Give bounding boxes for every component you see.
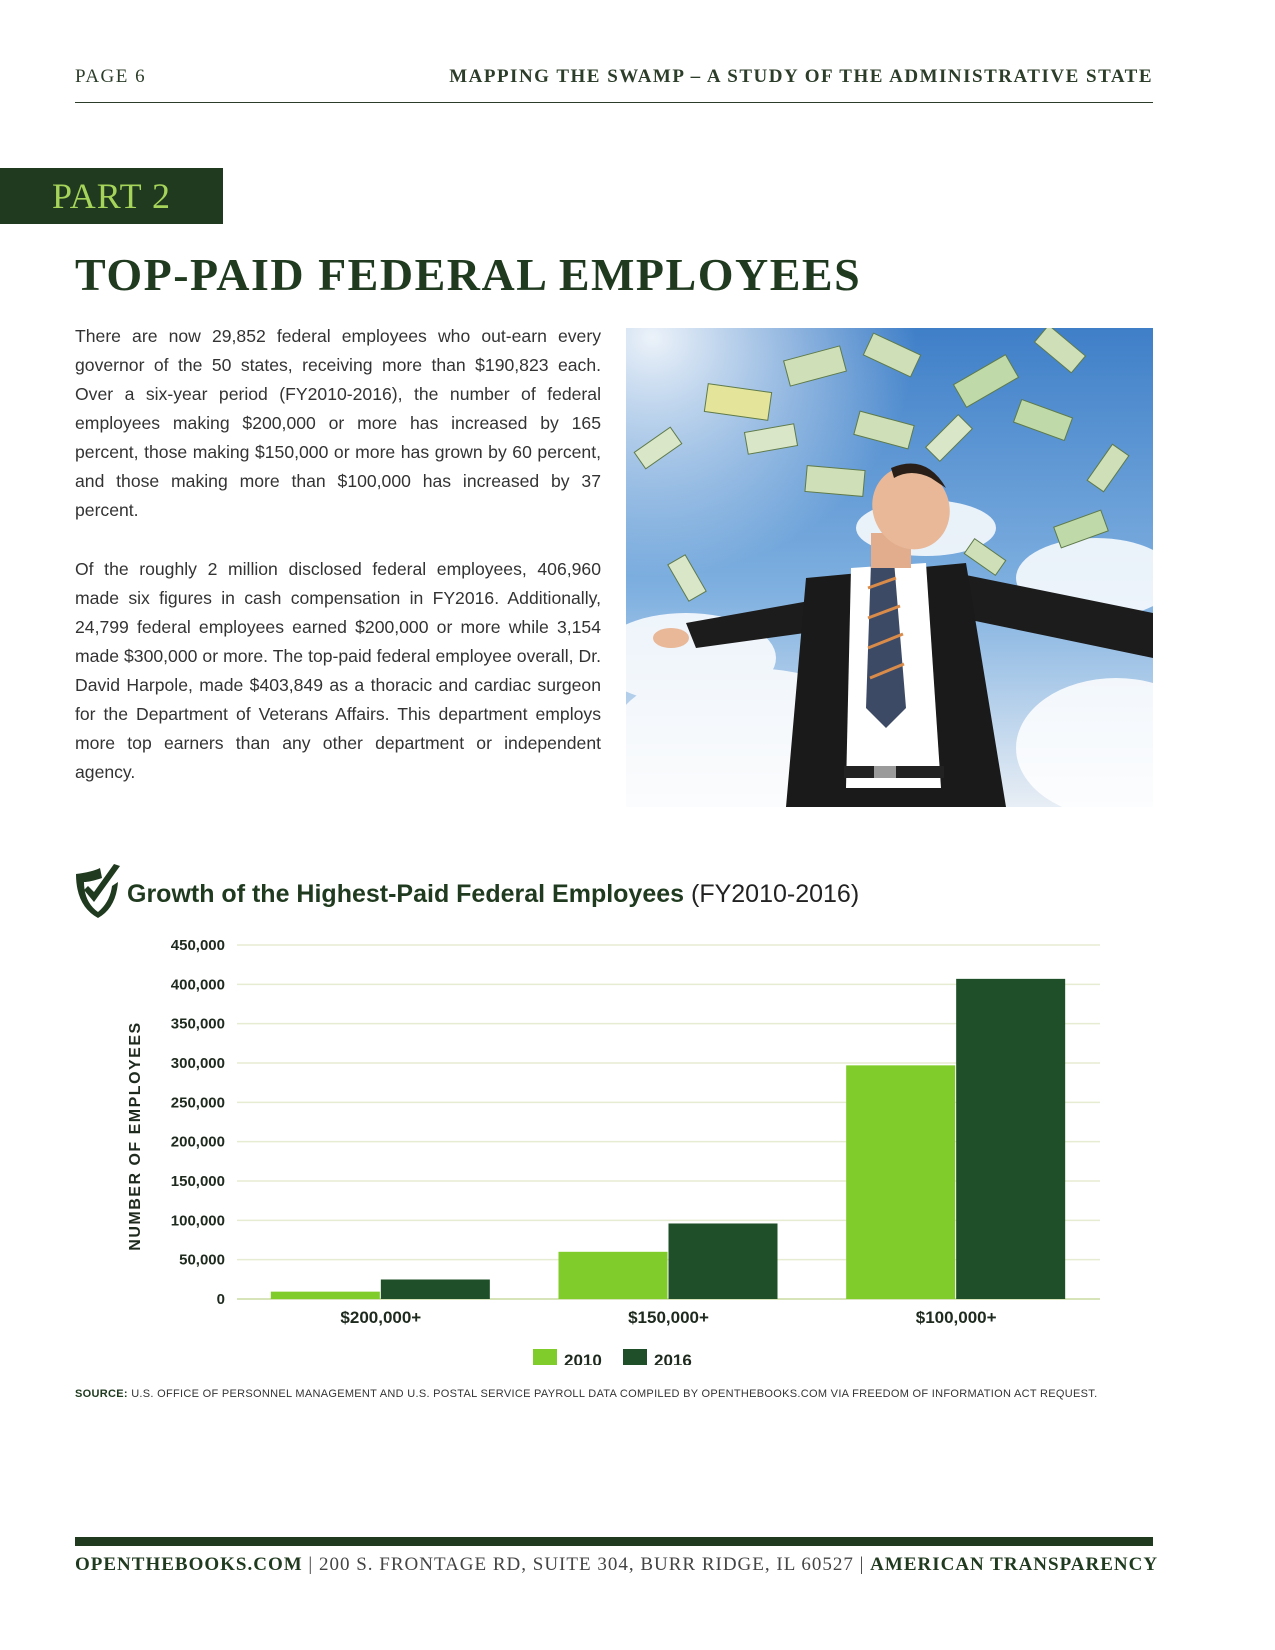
- bar-2016-1: [669, 1223, 778, 1299]
- bar-2010-2: [846, 1065, 955, 1299]
- y-tick-label: 50,000: [179, 1251, 225, 1269]
- y-tick-label: 0: [216, 1291, 225, 1308]
- checkmark-shield-icon: [72, 862, 122, 920]
- publication-title: MAPPING THE SWAMP – A STUDY OF THE ADMINISTRATIVE STATE: [449, 66, 1153, 87]
- x-tick-label: $150,000+: [628, 1308, 709, 1327]
- body-paragraph-1: There are now 29,852 federal employees who out-earn every governor of the 50 states, receiving more than $190,823 each. Over a six-year period (FY2010-2016), the number of federal employees making $200,000 or more has increased by 165 percent, those making $150,000 or more has grown by 60 percent, and those making more than $100,000 has increased by 37 percent.: [75, 326, 601, 520]
- bar-2016-2: [956, 979, 1065, 1299]
- body-paragraph-2: Of the roughly 2 million disclosed federal employees, 406,960 made six figures in cash compensation in FY2016. Additionally, 24,799 federal employees earned $200,000 or more while 3,154 made $300,000 or more. The top-paid federal employee overall, Dr. David Harpole, made $403,849 as a thoracic and cardiac surgeon for the Department of Veterans Affairs. This department employs more top earners than any other department or independent agency.: [75, 559, 601, 782]
- y-tick-label: 350,000: [170, 1015, 225, 1033]
- bar-2016-0: [381, 1279, 490, 1299]
- source-label: SOURCE:: [75, 1388, 128, 1400]
- footer-divider: [75, 1537, 1153, 1546]
- chart-title-main: Growth of the Highest-Paid Federal Employees: [127, 880, 685, 908]
- legend-label-2016: 2016: [654, 1351, 692, 1365]
- chart-title: [127, 880, 859, 909]
- y-tick-label: 150,000: [170, 1173, 225, 1190]
- footer-org: AMERICAN TRANSPARENCY: [870, 1554, 1159, 1575]
- section-title: TOP-PAID FEDERAL EMPLOYEES: [75, 249, 862, 300]
- bar-chart: [0, 925, 1275, 1365]
- bar-2010-1: [559, 1252, 668, 1299]
- chart-heading: [72, 862, 972, 922]
- y-tick-label: 200,000: [170, 1133, 225, 1151]
- footer-address: 200 S. FRONTAGE RD, SUITE 304, BURR RIDGE, IL 60527: [318, 1554, 854, 1575]
- footer-site: OPENTHEBOOKS.COM: [75, 1554, 303, 1575]
- footer-sep-2: |: [859, 1554, 865, 1575]
- source-text: U.S. OFFICE OF PERSONNEL MANAGEMENT AND U.S. POSTAL SERVICE PAYROLL DATA COMPILED BY OPENTHEBOOKS.COM VIA FREEDOM OF INFORMATION ACT REQUEST.: [131, 1388, 1098, 1400]
- y-tick-label: 250,000: [170, 1094, 225, 1112]
- header-divider: [75, 102, 1153, 103]
- y-tick-label: 400,000: [170, 976, 225, 994]
- legend-swatch-2010: [533, 1349, 557, 1365]
- y-tick-label: 100,000: [170, 1212, 225, 1230]
- x-tick-label: $200,000+: [340, 1308, 422, 1327]
- businessman-money-photo: [626, 328, 1153, 807]
- footer: [75, 1554, 1159, 1576]
- x-tick-label: $100,000+: [915, 1308, 997, 1327]
- y-axis-label: NUMBER OF EMPLOYEES: [127, 1021, 144, 1251]
- y-tick-label: 300,000: [170, 1055, 225, 1072]
- footer-sep-1: |: [308, 1554, 314, 1575]
- legend-swatch-2016: [623, 1349, 647, 1365]
- page-number: PAGE 6: [75, 66, 147, 87]
- y-tick-label: 450,000: [170, 937, 225, 954]
- chart-title-sub: (FY2010-2016): [691, 880, 860, 908]
- legend-label-2010: 2010: [564, 1351, 602, 1365]
- part-label: PART 2: [0, 168, 223, 224]
- source-note: [75, 1388, 1097, 1400]
- bar-2010-0: [271, 1292, 380, 1299]
